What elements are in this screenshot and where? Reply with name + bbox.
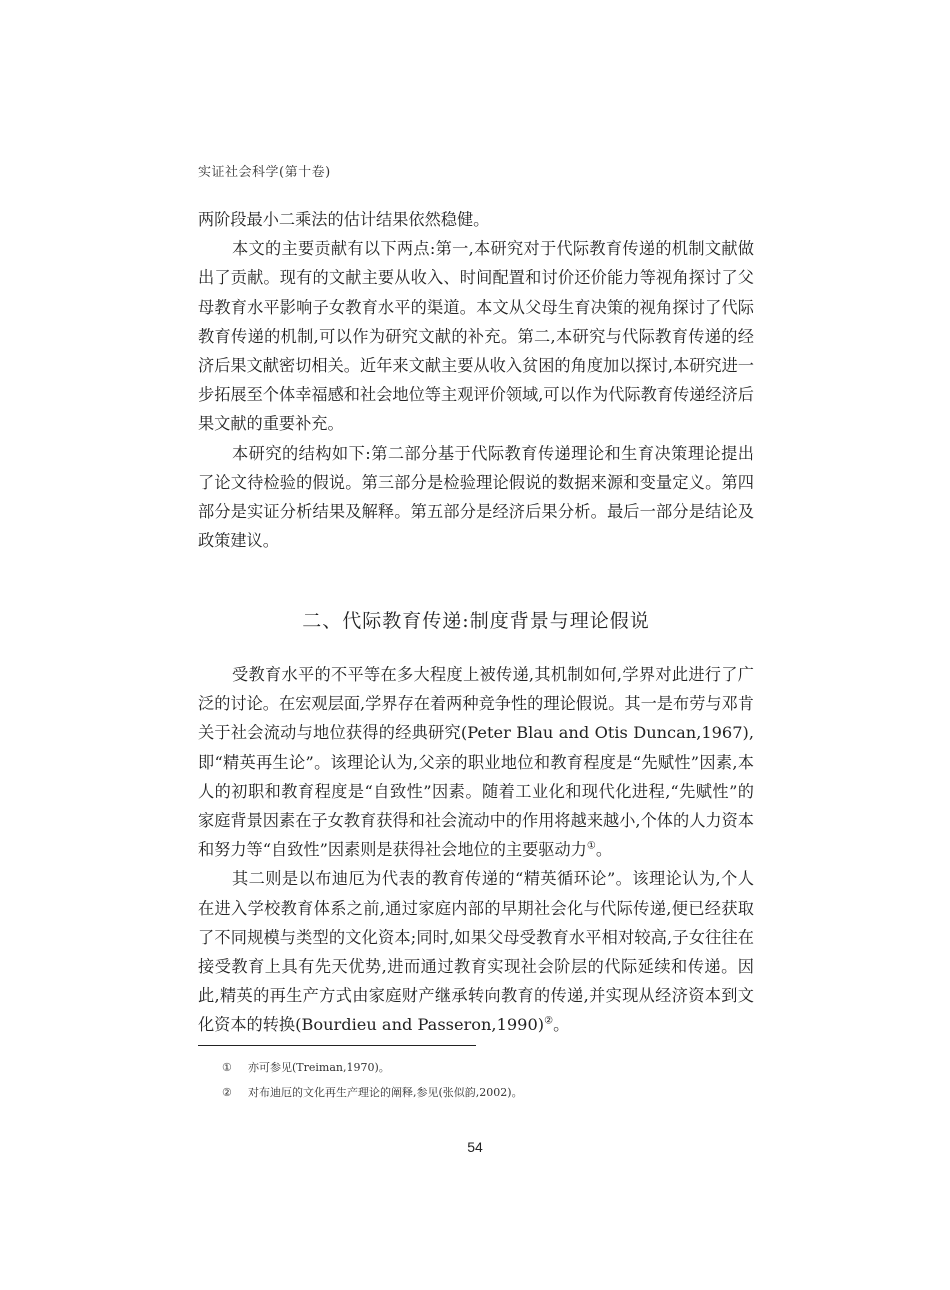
footnotes [222,1059,762,1109]
running-header: 实证社会科学(第十卷) [198,165,331,180]
paragraph: 本文的主要贡献有以下两点:第一,本研究对于代际教育传递的机制文献做出了贡献。现有的文献主要从收入、时间配置和讨价还价能力等视角探讨了父母教育水平影响子女教育水平的渠道。本文从父母生育决策的视角探讨了代际教育传递的机制,可以作为研究文献的补充。第二,本研究与代际教育传递的经济后果文献密切相关。近年来文献主要从收入贫困的角度加以探讨,本研究进一步拓展至个体幸福感和社会地位等主观评价领域,可以作为代际教育传递经济后果文献的重要补充。 [198,239,754,434]
paragraph-text: 其二则是以布迪厄为代表的教育传递的“精英循环论”。该理论认为,个人在进入学校教育体系之前,通过家庭内部的早期社会化与代际传递,便已经获取了不同规模与类型的文化资本;同时,如果父母受教育水平相对较高,子女往往在接受教育上具有先天优势,进而通过教育实现社会阶层的代际延续和传递。因此,精英的再生产方式由家庭财产继承转向教育的传递,并实现从经济资本到文化资本的转换(Bourdieu and Passeron,1990) [198,869,754,1035]
footnote-ref-2[interactable]: ② [544,1016,554,1028]
paragraph-text: 受教育水平的不平等在多大程度上被传递,其机制如何,学界对此进行了广泛的讨论。在宏观层面,学界存在着两种竞争性的理论假说。其一是布劳与邓肯关于社会流动与地位获得的经典研究(Peter Blau and Otis Duncan,1967),即“精英再生论”。该理论认为,父亲的职业地位和教育程度是“先赋性”因素,本人的初职和教育程度是“自致性”因素。随着工业化和现代化进程,“先赋性”的家庭背景因素在子女教育获得和社会流动中的作用将越来越小,个体的人力资本和努力等“自致性”因素则是获得社会地位的主要驱动力 [198,665,754,860]
page-number: 54 [467,1139,483,1155]
paragraph [198,864,754,1039]
paragraph: 两阶段最小二乘法的估计结果依然稳健。 [198,210,490,229]
footnote-mark: ① [222,1061,232,1074]
footnote [222,1059,762,1084]
period: 。 [595,840,613,860]
paragraph [198,660,754,864]
paragraph: 本研究的结构如下:第二部分基于代际教育传递理论和生育决策理论提出了论文待检验的假说。第三部分是检验理论假说的数据来源和变量定义。第四部分是实证分析结果及解释。第五部分是经济后果分析。最后一部分是结论及政策建议。 [198,443,754,551]
section-heading: 二、代际教育传递:制度背景与理论假说 [302,610,650,632]
footnote-text: 亦可参见(Treiman,1970)。 [248,1061,390,1074]
intro-section [198,205,754,555]
footnote-ref-1[interactable]: ① [586,840,596,852]
footnote-divider [198,1045,476,1046]
footnote-mark: ② [222,1086,232,1099]
footnote-text: 对布迪厄的文化再生产理论的阐释,参见(张似韵,2002)。 [248,1086,523,1099]
period: 。 [553,1015,570,1035]
footnote [222,1084,762,1109]
theory-section [198,660,754,1040]
